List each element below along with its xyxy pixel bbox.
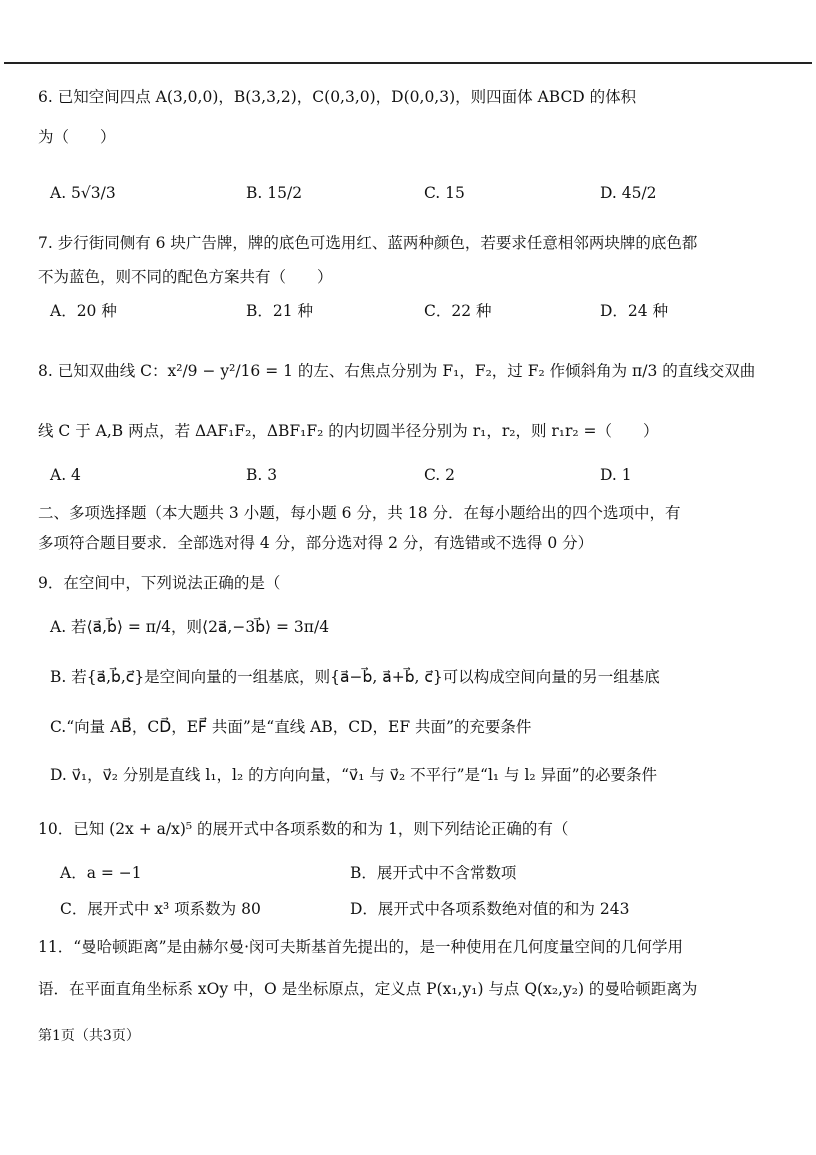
q7-option-a: A．20 种: [50, 302, 117, 320]
q11-stem-line1: 11．“曼哈顿距离”是由赫尔曼·闵可夫斯基首先提出的，是一种使用在几何度量空间的几何学用: [38, 938, 684, 956]
q8-stem-line1: 8. 已知双曲线 C：x²/9 − y²/16 = 1 的左、右焦点分别为 F₁，F₂，过 F₂ 作倾斜角为 π/3 的直线交双曲: [38, 362, 756, 380]
q8-option-c: C. 2: [424, 466, 456, 484]
q7-option-d: D．24 种: [600, 302, 669, 320]
q8-options: [50, 464, 786, 486]
q10-stem: 10．已知 (2x + a/x)⁵ 的展开式中各项系数的和为 1，则下列结论正确的有（: [38, 820, 569, 838]
q6-option-a: A. 5√3/3: [50, 184, 116, 202]
q8-option-a: A. 4: [50, 466, 81, 484]
q7-option-c: C．22 种: [424, 302, 492, 320]
q6-option-b: B. 15/2: [246, 184, 303, 202]
q6-option-d: D. 45/2: [600, 184, 657, 202]
q9-option-b: B. 若{a⃗,b⃗,c⃗}是空间向量的一组基底，则{a⃗−b⃗, a⃗+b⃗, c⃗}可以构成空间向量的另一组基底: [50, 668, 660, 686]
section2-heading-line2: 多项符合题目要求．全部选对得 4 分，部分选对得 2 分，有选错或不选得 0 分）: [38, 534, 594, 552]
q9-option-d: D. v⃗₁，v⃗₂ 分别是直线 l₁，l₂ 的方向向量，“v⃗₁ 与 v⃗₂ 不平行”是“l₁ 与 l₂ 异面”的必要条件: [50, 766, 657, 784]
q8-stem-line2: 线 C 于 A,B 两点，若 ΔAF₁F₂，ΔBF₁F₂ 的内切圆半径分别为 r₁，r₂，则 r₁r₂ =（ ）: [38, 422, 659, 440]
q8-option-d: D. 1: [600, 466, 632, 484]
q9-stem: 9．在空间中，下列说法正确的是（: [38, 574, 281, 592]
q10-option-b: B．展开式中不含常数项: [350, 864, 517, 882]
q8-option-b: B. 3: [246, 466, 278, 484]
q10-option-a: A．a = −1: [60, 864, 142, 882]
page-footer: 第1页（共3页）: [38, 1028, 140, 1044]
q9-option-a: A. 若⟨a⃗,b⃗⟩ = π/4，则⟨2a⃗,−3b⃗⟩ = 3π/4: [50, 618, 330, 636]
section2-heading-line1: 二、多项选择题（本大题共 3 小题，每小题 6 分，共 18 分．在每小题给出的四个选项中，有: [38, 504, 681, 522]
q6-options: [50, 182, 786, 204]
page-top-rule: [4, 62, 812, 64]
q10-option-c: C．展开式中 x³ 项系数为 80: [60, 900, 261, 918]
q10-options-row2: [60, 898, 786, 920]
q6-stem-line1: 6. 已知空间四点 A(3,0,0)，B(3,3,2)，C(0,3,0)，D(0,0,3)，则四面体 ABCD 的体积: [38, 88, 637, 106]
q7-options: [50, 300, 786, 322]
q10-options-row1: [60, 862, 786, 884]
q6-option-c: C. 15: [424, 184, 465, 202]
q7-stem-line1: 7. 步行街同侧有 6 块广告牌，牌的底色可选用红、蓝两种颜色，若要求任意相邻两块牌的底色都: [38, 234, 698, 252]
q7-stem-line2: 不为蓝色，则不同的配色方案共有（ ）: [38, 268, 333, 286]
q6-stem-line2: 为（ ）: [38, 128, 116, 146]
q9-option-c: C.“向量 AB⃗，CD⃗，EF⃗ 共面”是“直线 AB，CD，EF 共面”的充要条件: [50, 718, 532, 736]
q7-option-b: B．21 种: [246, 302, 314, 320]
q11-stem-line2: 语．在平面直角坐标系 xOy 中，O 是坐标原点，定义点 P(x₁,y₁) 与点 Q(x₂,y₂) 的曼哈顿距离为: [38, 980, 698, 998]
q10-option-d: D．展开式中各项系数绝对值的和为 243: [350, 900, 630, 918]
